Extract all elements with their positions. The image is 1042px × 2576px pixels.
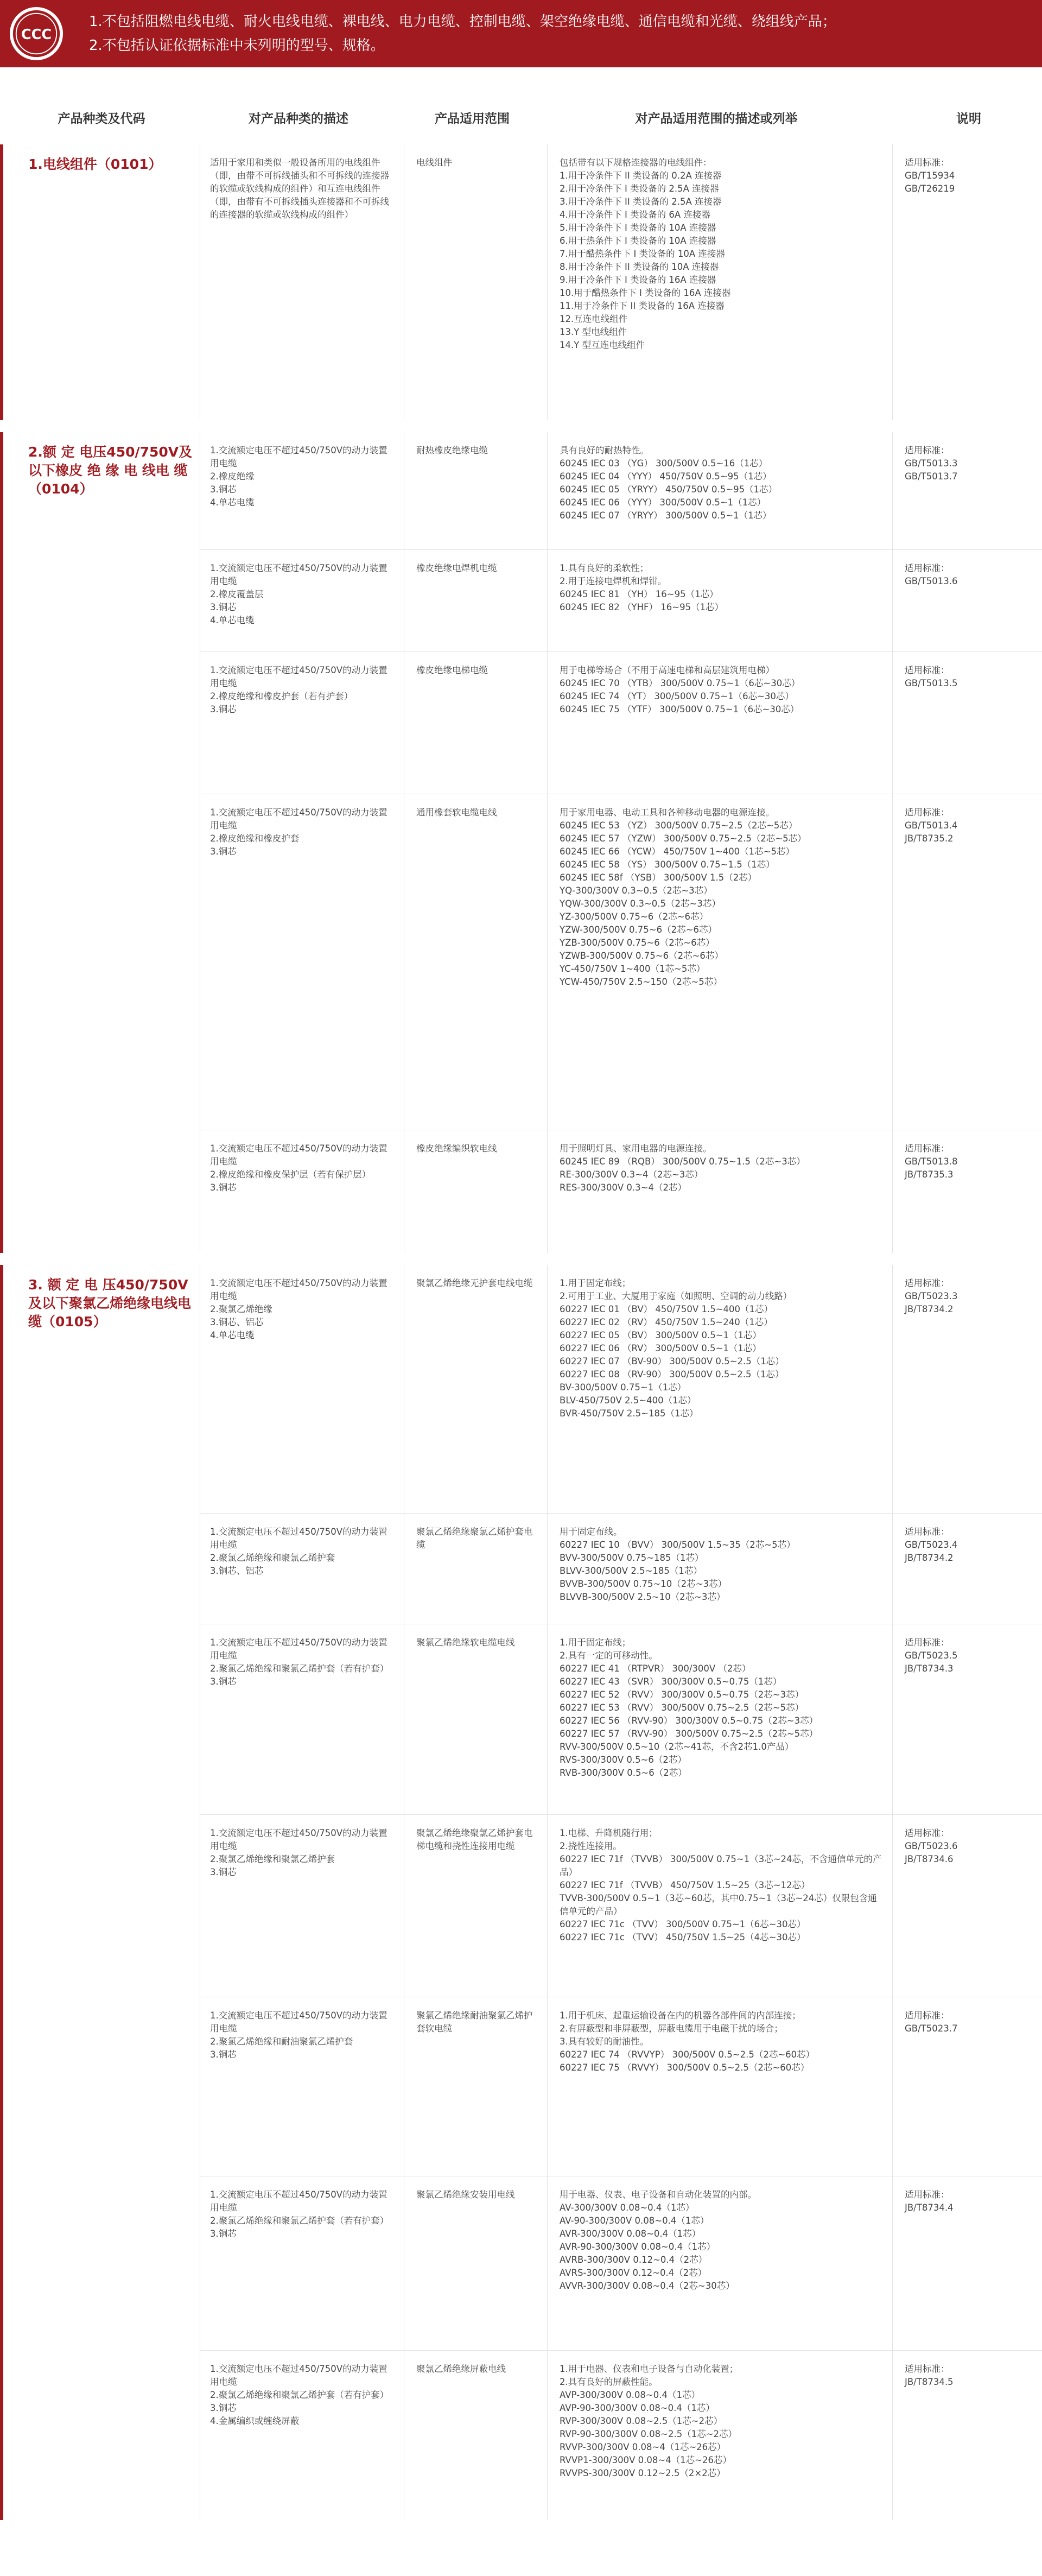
scope-description-cell — [547, 2176, 892, 2350]
category-description-cell — [200, 1624, 404, 1814]
cell-line: GB/T5013.4 — [905, 820, 958, 831]
cell-line: GB/T5023.5 — [905, 1650, 958, 1661]
category-name: 1.电线组件（0101） — [28, 156, 162, 172]
cell-line: 适用标准： — [905, 1828, 950, 1838]
table-row — [200, 1130, 1042, 1253]
standard-cell — [892, 1130, 1042, 1253]
cell-line: 1.交流额定电压不超过450/750V的动力装置用电缆 — [210, 2189, 387, 2213]
standard-cell — [892, 2351, 1042, 2520]
cell-line: 橡皮绝缘电梯电缆 — [416, 665, 488, 675]
cell-line: 2.聚氯乙烯绝缘 — [210, 1304, 272, 1314]
notice-list — [89, 10, 836, 58]
cell-line: AVVR-300/300V 0.08~0.4（2芯~30芯） — [560, 2281, 735, 2291]
cell-line: 60245 IEC 04 （YYY） 450/750V 0.5~95（1芯） — [560, 471, 772, 482]
cell-line: YQW-300/300V 0.3~0.5（2芯~3芯） — [560, 898, 721, 909]
cell-line: AVRS-300/300V 0.12~0.4（2芯） — [560, 2268, 707, 2278]
cell-line: AVRB-300/300V 0.12~0.4（2芯） — [560, 2255, 708, 2265]
cell-line: 3.铜芯 — [210, 1676, 237, 1687]
table-row — [200, 1814, 1042, 1997]
cell-line: GB/T26219 — [905, 183, 955, 194]
cell-line: 1.交流额定电压不超过450/750V的动力装置用电缆 — [210, 807, 387, 831]
category-description-cell — [200, 550, 404, 651]
cell-line: 60227 IEC 07 （BV-90） 300/500V 0.5~2.5（1芯） — [560, 1356, 784, 1366]
cell-line: 60227 IEC 56 （RVV-90） 300/300V 0.5~0.75（2芯~3芯） — [560, 1716, 818, 1726]
cell-line: 具有良好的耐热特性。 — [560, 445, 649, 455]
cell-line: 2.橡皮绝缘和橡皮保护层（若有保护层） — [210, 1169, 371, 1180]
cell-line: 60227 IEC 08 （RV-90） 300/500V 0.5~2.5（1芯） — [560, 1369, 784, 1379]
category-description-cell — [200, 1265, 404, 1513]
cell-line: 适用标准： — [905, 665, 950, 675]
cell-line: 60227 IEC 01 （BV） 450/750V 1.5~400（1芯） — [560, 1304, 773, 1314]
scope-cell — [404, 432, 547, 549]
cell-line: RVP-300/300V 0.08~2.5（1芯~2芯） — [560, 2416, 723, 2426]
cell-line: AVP-300/300V 0.08~0.4（1芯） — [560, 2390, 700, 2400]
cell-line: 适用标准： — [905, 1278, 950, 1288]
scope-cell — [404, 2176, 547, 2350]
cell-line: 聚氯乙烯绝缘屏蔽电线 — [416, 2364, 506, 2374]
category-section — [0, 432, 1042, 1253]
cell-line: 适用标准： — [905, 445, 950, 455]
cell-line: 60245 IEC 58 （YS） 300/500V 0.75~1.5（1芯） — [560, 859, 775, 870]
cell-line: 适用标准： — [905, 2189, 950, 2200]
cell-line: 耐热橡皮绝缘电缆 — [416, 445, 488, 455]
cell-line: 3.铜芯 — [210, 1867, 237, 1877]
cell-line: RVVPS-300/300V 0.12~2.5（2×2芯） — [560, 2468, 726, 2478]
notice-line: 2.不包括认证依据标准中未列明的型号、规格。 — [89, 37, 385, 54]
cell-line: BLVV-300/500V 2.5~185（1芯） — [560, 1566, 702, 1576]
cell-line: 适用标准： — [905, 2364, 950, 2374]
cell-line: 2.聚氯乙烯绝缘和聚氯乙烯护套（若有护套） — [210, 2216, 389, 2226]
category-description-cell — [200, 2351, 404, 2520]
scope-cell — [404, 1815, 547, 1997]
cell-line: JB/T8735.3 — [905, 1169, 954, 1180]
table-row — [200, 1624, 1042, 1814]
cell-line: 适用标准： — [905, 1527, 950, 1537]
category-description-cell — [200, 432, 404, 549]
cell-line: JB/T8734.4 — [905, 2202, 954, 2213]
cell-line: 60245 IEC 89 （RQB） 300/500V 0.75~1.5（2芯~3芯） — [560, 1156, 805, 1167]
cell-line: 60227 IEC 71f （TVVB） 300/500V 0.75~1（3芯~24芯，不含通信单元的产品） — [560, 1854, 882, 1877]
cell-line: 60227 IEC 71f （TVVB） 450/750V 1.5~25（3芯~12芯） — [560, 1880, 810, 1890]
cell-line: YZW-300/500V 0.75~6（2芯~6芯） — [560, 925, 717, 935]
cell-line: 3.铜芯、铝芯 — [210, 1317, 264, 1327]
standard-cell — [892, 1514, 1042, 1624]
cell-line: GB/T15934 — [905, 170, 955, 181]
table-row — [200, 432, 1042, 549]
cell-line: 8.用于冷条件下 II 类设备的 10A 连接器 — [560, 262, 719, 272]
category-name: 3. 额 定 电 压450/750V及以下聚氯乙烯绝缘电线电缆（0105） — [28, 1277, 192, 1330]
standard-cell — [892, 1624, 1042, 1814]
cell-line: 9.用于冷条件下 I 类设备的 16A 连接器 — [560, 275, 716, 285]
cell-line: 60245 IEC 81 （YH） 16~95（1芯） — [560, 589, 719, 599]
scope-description-cell — [547, 1997, 892, 2176]
ccc-certification-logo — [10, 7, 63, 60]
cell-line: 12.互连电线组件 — [560, 314, 628, 324]
cell-line: AVP-90-300/300V 0.08~0.4（1芯） — [560, 2403, 715, 2413]
category-description-cell — [200, 652, 404, 794]
table-row — [200, 2350, 1042, 2520]
cell-line: 3.铜芯 — [210, 2229, 237, 2239]
cell-line: 60245 IEC 05 （YRYY） 450/750V 0.5~95（1芯） — [560, 484, 778, 495]
category-section — [0, 1265, 1042, 2520]
cell-line: 1.交流额定电压不超过450/750V的动力装置用电缆 — [210, 1527, 387, 1550]
scope-description-cell — [547, 144, 892, 420]
cell-line: GB/T5013.6 — [905, 576, 958, 586]
cell-line: 2.具有一定的可移动性。 — [560, 1650, 658, 1661]
category-description-cell — [200, 144, 404, 420]
scope-cell — [404, 1624, 547, 1814]
cell-line: 60245 IEC 03 （YG） 300/500V 0.5~16（1芯） — [560, 458, 768, 469]
cell-line: BVV-300/500V 0.75~185（1芯） — [560, 1553, 704, 1563]
cell-line: 聚氯乙烯绝缘耐油聚氯乙烯护套软电缆 — [416, 2010, 533, 2034]
cell-line: 3.铜芯 — [210, 2403, 237, 2413]
cell-line: 60227 IEC 05 （BV） 300/500V 0.5~1（1芯） — [560, 1330, 762, 1340]
standard-cell — [892, 2176, 1042, 2350]
category-description-cell — [200, 1514, 404, 1624]
cell-line: RES-300/300V 0.3~4（2芯） — [560, 1182, 687, 1193]
cell-line: 适用于家用和类似一般设备所用的电线组件（即，由带不可拆线插头和不可拆线的连接器的软缆或软线构成的组件）和互连电线组件（即，由带有不可拆线插头连接器和不可拆线的连接器的软缆或软线构成的组件） — [210, 157, 389, 220]
standard-cell — [892, 550, 1042, 651]
cell-line: 用于电器、仪表、电子设备和自动化装置的内部。 — [560, 2189, 757, 2200]
scope-description-cell — [547, 1815, 892, 1997]
cell-line: 4.用于冷条件下 I 类设备的 6A 连接器 — [560, 210, 710, 220]
standard-cell — [892, 1997, 1042, 2176]
cell-line: 60245 IEC 70 （YTB） 300/500V 0.75~1（6芯~30芯） — [560, 678, 800, 688]
cell-line: AVR-300/300V 0.08~0.4（1芯） — [560, 2229, 701, 2239]
ccc-logo-text: CCC — [21, 26, 52, 43]
cell-line: 1.交流额定电压不超过450/750V的动力装置用电缆 — [210, 1143, 387, 1167]
standard-cell — [892, 144, 1042, 420]
cell-line: 1.交流额定电压不超过450/750V的动力装置用电缆 — [210, 2364, 387, 2387]
cell-line: 1.交流额定电压不超过450/750V的动力装置用电缆 — [210, 563, 387, 586]
cell-line: 包括带有以下规格连接器的电线组件： — [560, 157, 712, 168]
cell-line: 2.聚氯乙烯绝缘和聚氯乙烯护套 — [210, 1854, 335, 1864]
cell-line: 3.用于冷条件下 II 类设备的 2.5A 连接器 — [560, 197, 722, 207]
category-description-cell — [200, 794, 404, 1130]
cell-line: 14.Y 型互连电线组件 — [560, 340, 645, 350]
cell-line: 60245 IEC 07 （YRYY） 300/500V 0.5~1（1芯） — [560, 510, 772, 521]
cell-line: 1.用于电器、仪表和电子设备与自动化装置； — [560, 2364, 739, 2374]
header-scope-description: 对产品适用范围的描述或列举 — [635, 111, 798, 126]
standard-cell — [892, 1265, 1042, 1513]
cell-line: 聚氯乙烯绝缘聚氯乙烯护套电梯电缆和挠性连接用电缆 — [416, 1828, 533, 1851]
scope-cell — [404, 652, 547, 794]
cell-line: 60227 IEC 71c （TVV） 300/500V 0.75~1（6芯~30芯） — [560, 1919, 806, 1929]
scope-cell — [404, 1265, 547, 1513]
table-row — [200, 2176, 1042, 2350]
cell-line: 2.可用于工业、大厦用于家庭（如照明、空调的动力线路） — [560, 1291, 792, 1301]
category-description-cell — [200, 1997, 404, 2176]
cell-line: 3.铜芯 — [210, 484, 237, 495]
cell-line: 1.交流额定电压不超过450/750V的动力装置用电缆 — [210, 445, 387, 469]
cell-line: AV-90-300/300V 0.08~0.4（1芯） — [560, 2216, 709, 2226]
cell-line: GB/T5013.5 — [905, 678, 958, 688]
cell-line: 用于家用电器、电动工具和各种移动电器的电源连接。 — [560, 807, 774, 818]
cell-line: JB/T8734.6 — [905, 1854, 954, 1864]
cell-line: 60227 IEC 06 （RV） 300/500V 0.5~1（1芯） — [560, 1343, 761, 1353]
cell-line: GB/T5013.8 — [905, 1156, 958, 1167]
cell-line: 电线组件 — [416, 157, 452, 168]
cell-line: RVP-90-300/300V 0.08~2.5（1芯~2芯） — [560, 2429, 738, 2439]
cell-line: YCW-450/750V 2.5~150（2芯~5芯） — [560, 977, 722, 987]
cell-line: 1.交流额定电压不超过450/750V的动力装置用电缆 — [210, 1828, 387, 1851]
cell-line: GB/T5023.3 — [905, 1291, 958, 1301]
cell-line: 3.铜芯 — [210, 2049, 237, 2060]
standard-cell — [892, 1815, 1042, 1997]
cell-line: 1.具有良好的柔软性； — [560, 563, 649, 573]
cell-line: GB/T5023.4 — [905, 1540, 958, 1550]
cell-line: 60227 IEC 53 （RVV） 300/500V 0.75~2.5（2芯~5芯） — [560, 1702, 804, 1713]
cell-line: 2.橡皮绝缘和橡皮护套（若有护套） — [210, 691, 353, 701]
standard-cell — [892, 432, 1042, 549]
cell-line: 2.有屏蔽型和非屏蔽型，屏蔽电缆用于电磁干扰的场合； — [560, 2023, 783, 2034]
cell-line: GB/T5023.7 — [905, 2023, 958, 2034]
scope-description-cell — [547, 1265, 892, 1513]
cell-line: JB/T8734.3 — [905, 1663, 954, 1674]
category-description-cell — [200, 2176, 404, 2350]
cell-line: 1.交流额定电压不超过450/750V的动力装置用电缆 — [210, 1278, 387, 1301]
scope-cell — [404, 794, 547, 1130]
cell-line: 60245 IEC 75 （YTF） 300/500V 0.75~1（6芯~30芯） — [560, 704, 799, 714]
cell-line: 60245 IEC 53 （YZ） 300/500V 0.75~2.5（2芯~5芯） — [560, 820, 798, 831]
cell-line: 用于电梯等场合（不用于高速电梯和高层建筑用电梯） — [560, 665, 774, 675]
cell-line: JB/T8735.2 — [905, 833, 954, 844]
category-description-cell — [200, 1815, 404, 1997]
cell-line: GB/T5013.7 — [905, 471, 958, 482]
standard-cell — [892, 652, 1042, 794]
cell-line: BVVB-300/500V 0.75~10（2芯~3芯） — [560, 1579, 727, 1589]
cell-line: 60245 IEC 74 （YT） 300/500V 0.75~1（6芯~30芯） — [560, 691, 794, 701]
table-row — [200, 1997, 1042, 2176]
cell-line: 60227 IEC 41 （RTPVR） 300/300V （2芯） — [560, 1663, 751, 1674]
cell-line: 4.单芯电缆 — [210, 615, 255, 625]
cell-line: YZ-300/500V 0.75~6（2芯~6芯） — [560, 912, 709, 922]
notice-line: 1.不包括阻燃电线电缆、耐火电线电缆、裸电线、电力电缆、控制电缆、架空绝缘电缆、通信电缆和光缆、绕组线产品； — [89, 14, 836, 30]
cell-line: 橡皮绝缘电焊机电缆 — [416, 563, 497, 573]
cell-line: 2.具有良好的屏蔽性能。 — [560, 2377, 658, 2387]
standard-cell — [892, 794, 1042, 1130]
scope-description-cell — [547, 432, 892, 549]
cell-line: 60245 IEC 58f （YSB） 300/500V 1.5（2芯） — [560, 872, 757, 883]
scope-description-cell — [547, 794, 892, 1130]
cell-line: BLV-450/750V 2.5~400（1芯） — [560, 1395, 696, 1406]
cell-line: 4.单芯电缆 — [210, 1330, 255, 1340]
cell-line: 2.聚氯乙烯绝缘和聚氯乙烯护套（若有护套） — [210, 2390, 389, 2400]
cell-line: YQ-300/300V 0.3~0.5（2芯~3芯） — [560, 885, 713, 896]
cell-line: 60227 IEC 10 （BVV） 300/500V 1.5~35（2芯~5芯） — [560, 1540, 796, 1550]
cell-line: 10.用于酷热条件下 I 类设备的 16A 连接器 — [560, 288, 731, 298]
cell-line: JB/T8734.2 — [905, 1304, 954, 1314]
cell-line: RVS-300/300V 0.5~6（2芯） — [560, 1755, 687, 1765]
header-notes: 说明 — [956, 111, 981, 126]
cell-line: RVVP-300/300V 0.08~4（1芯~26芯） — [560, 2442, 726, 2452]
cell-line: JB/T8734.2 — [905, 1553, 954, 1563]
table-header — [0, 90, 1042, 144]
cell-line: 2.聚氯乙烯绝缘和耐油聚氯乙烯护套 — [210, 2036, 353, 2047]
cell-line: TVVB-300/500V 0.5~1（3芯~60芯，其中0.75~1（3芯~24芯）仅限包含通信单元的产品） — [560, 1893, 877, 1916]
header-scope: 产品适用范围 — [435, 111, 510, 126]
cell-line: 11.用于冷条件下 II 类设备的 16A 连接器 — [560, 301, 725, 311]
cell-line: 2.聚氯乙烯绝缘和聚氯乙烯护套（若有护套） — [210, 1663, 389, 1674]
cell-line: 2.橡皮绝缘和橡皮护套 — [210, 833, 300, 844]
cell-line: 60245 IEC 57 （YZW） 300/500V 0.75~2.5（2芯~5芯） — [560, 833, 806, 844]
cell-line: 2.挠性连接用。 — [560, 1841, 622, 1851]
cell-line: 4.单芯电缆 — [210, 497, 255, 508]
scope-description-cell — [547, 1624, 892, 1814]
table-row — [200, 1265, 1042, 1513]
table-row — [200, 549, 1042, 651]
cell-line: 60227 IEC 71c （TVV） 450/750V 1.5~25（4芯~30芯） — [560, 1932, 806, 1942]
table-row — [200, 794, 1042, 1130]
cell-line: 2.橡皮覆盖层 — [210, 589, 264, 599]
cell-line: 3.具有较好的耐油性。 — [560, 2036, 649, 2047]
cell-line: GB/T5023.6 — [905, 1841, 958, 1851]
cell-line: 2.橡皮绝缘 — [210, 471, 255, 482]
header-category-description: 对产品种类的描述 — [249, 111, 348, 126]
cell-line: 适用标准： — [905, 1143, 950, 1154]
cell-line: 适用标准： — [905, 2010, 950, 2021]
scope-description-cell — [547, 1514, 892, 1624]
cell-line: 60227 IEC 43 （SVR） 300/300V 0.5~0.75（1芯） — [560, 1676, 782, 1687]
cell-line: 3.铜芯 — [210, 602, 237, 612]
cell-line: YC-450/750V 1~400（1芯~5芯） — [560, 964, 706, 974]
category-section — [0, 144, 1042, 420]
cell-line: 1.用于冷条件下 II 类设备的 0.2A 连接器 — [560, 170, 722, 181]
cell-line: 聚氯乙烯绝缘无护套电线电缆 — [416, 1278, 533, 1288]
cell-line: 1.交流额定电压不超过450/750V的动力装置用电缆 — [210, 1637, 387, 1661]
cell-line: 1.交流额定电压不超过450/750V的动力装置用电缆 — [210, 665, 387, 688]
cell-line: 1.用于机床、起重运输设备在内的机器各部件间的内部连接； — [560, 2010, 801, 2021]
cell-line: BV-300/500V 0.75~1（1芯） — [560, 1382, 687, 1393]
cell-line: JB/T8734.5 — [905, 2377, 954, 2387]
cell-line: RVV-300/500V 0.5~10（2芯~41芯，不含2芯1.0产品） — [560, 1742, 794, 1752]
cell-line: 2.用于连接电焊机和焊钳。 — [560, 576, 667, 586]
cell-line: 橡皮绝缘编织软电线 — [416, 1143, 497, 1154]
scope-description-cell — [547, 652, 892, 794]
cell-line: 6.用于热条件下 I 类设备的 10A 连接器 — [560, 236, 716, 246]
cell-line: 3.铜芯 — [210, 846, 237, 857]
scope-cell — [404, 144, 547, 420]
cell-line: RVVP1-300/300V 0.08~4（1芯~26芯） — [560, 2455, 732, 2465]
cell-line: YZWB-300/500V 0.75~6（2芯~6芯） — [560, 951, 723, 961]
cell-line: 通用橡套软电缆电线 — [416, 807, 497, 818]
cell-line: 60245 IEC 66 （YCW） 450/750V 1~400（1芯~5芯） — [560, 846, 795, 857]
cell-line: 1.用于固定布线； — [560, 1637, 631, 1648]
cell-line: 13.Y 型电线组件 — [560, 327, 627, 337]
cell-line: YZB-300/500V 0.75~6（2芯~6芯） — [560, 938, 715, 948]
scope-cell — [404, 550, 547, 651]
cell-line: 60227 IEC 02 （RV） 450/750V 1.5~240（1芯） — [560, 1317, 773, 1327]
cell-line: 3.铜芯 — [210, 704, 237, 714]
notice-banner — [0, 0, 1042, 67]
cell-line: 60245 IEC 82 （YHF） 16~95（1芯） — [560, 602, 724, 612]
cell-line: 适用标准： — [905, 1637, 950, 1648]
cell-line: 2.用于冷条件下 I 类设备的 2.5A 连接器 — [560, 183, 719, 194]
table-row — [200, 651, 1042, 794]
cell-line: 3.铜芯、铝芯 — [210, 1566, 264, 1576]
scope-cell — [404, 1997, 547, 2176]
cell-line: BVR-450/750V 2.5~185（1芯） — [560, 1408, 698, 1419]
cell-line: 60227 IEC 75 （RVVY） 300/500V 0.5~2.5（2芯~60芯） — [560, 2062, 810, 2073]
cell-line: 用于固定布线。 — [560, 1527, 622, 1537]
scope-description-cell — [547, 2351, 892, 2520]
cell-line: 适用标准： — [905, 157, 950, 168]
scope-cell — [404, 2351, 547, 2520]
cell-line: 5.用于冷条件下 I 类设备的 10A 连接器 — [560, 223, 716, 233]
scope-description-cell — [547, 1130, 892, 1253]
cell-line: 60227 IEC 74 （RVVYP） 300/500V 0.5~2.5（2芯~60芯） — [560, 2049, 815, 2060]
cell-line: 聚氯乙烯绝缘安装用电线 — [416, 2189, 515, 2200]
cell-line: RE-300/300V 0.3~4（2芯~3芯） — [560, 1169, 703, 1180]
cell-line: 聚氯乙烯绝缘聚氯乙烯护套电缆 — [416, 1527, 533, 1550]
cell-line: 适用标准： — [905, 807, 950, 818]
cell-line: 2.聚氯乙烯绝缘和聚氯乙烯护套 — [210, 1553, 335, 1563]
cell-line: 7.用于酷热条件下 I 类设备的 10A 连接器 — [560, 249, 725, 259]
cell-line: 聚氯乙烯绝缘软电缆电线 — [416, 1637, 515, 1648]
product-table-body — [0, 144, 1042, 2520]
cell-line: BLVVB-300/500V 2.5~10（2芯~3芯） — [560, 1592, 726, 1602]
cell-line: RVB-300/300V 0.5~6（2芯） — [560, 1768, 687, 1778]
table-row — [200, 1513, 1042, 1624]
cell-line: 1.电梯、升降机随行用； — [560, 1828, 658, 1838]
cell-line: 60227 IEC 57 （RVV-90） 300/500V 0.75~2.5（2芯~5芯） — [560, 1729, 818, 1739]
category-description-cell — [200, 1130, 404, 1253]
cell-line: 60245 IEC 06 （YYY） 300/500V 0.5~1（1芯） — [560, 497, 766, 508]
category-name: 2.额 定 电压450/750V及以下橡皮 绝 缘 电 线电 缆（0104） — [28, 444, 193, 497]
table-row — [200, 144, 1042, 420]
cell-line: GB/T5013.3 — [905, 458, 958, 469]
cell-line: AV-300/300V 0.08~0.4（1芯） — [560, 2202, 695, 2213]
cell-line: 用于照明灯具、家用电器的电源连接。 — [560, 1143, 712, 1154]
cell-line: 3.铜芯 — [210, 1182, 237, 1193]
cell-line: 1.交流额定电压不超过450/750V的动力装置用电缆 — [210, 2010, 387, 2034]
cell-line: 1.用于固定布线； — [560, 1278, 631, 1288]
cell-line: 适用标准： — [905, 563, 950, 573]
cell-line: AVR-90-300/300V 0.08~0.4（1芯） — [560, 2242, 716, 2252]
scope-description-cell — [547, 550, 892, 651]
cell-line: 4.金属编织或缠绕屏蔽 — [210, 2416, 300, 2426]
scope-cell — [404, 1514, 547, 1624]
scope-cell — [404, 1130, 547, 1253]
cell-line: 60227 IEC 52 （RVV） 300/300V 0.5~0.75（2芯~3芯） — [560, 1689, 804, 1700]
header-category: 产品种类及代码 — [58, 111, 145, 126]
